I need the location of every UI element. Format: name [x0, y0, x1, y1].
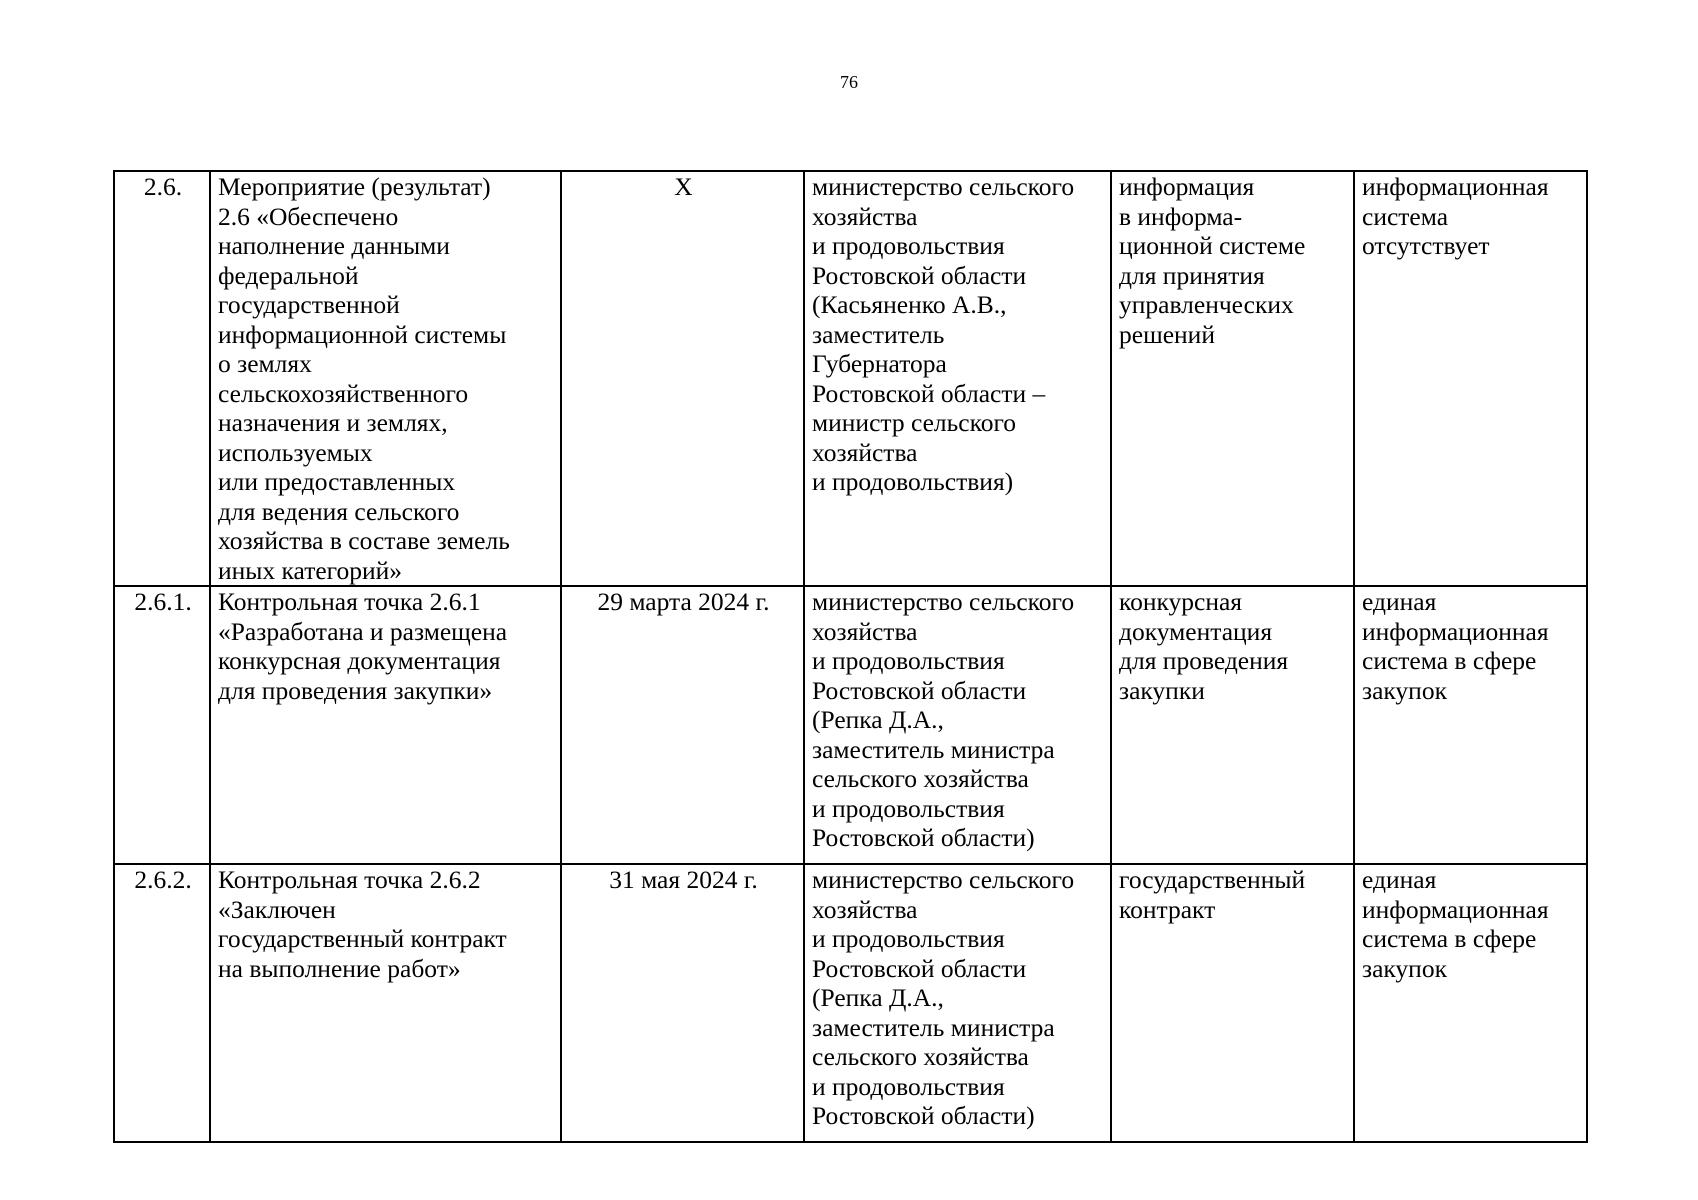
responsible-cell: министерство сельского хозяйства и продовольствия Ростовской области (Репка Д.А., заместитель министра сельского хозяйства и продовольствия Ростовской области)	[804, 586, 1111, 864]
item-name-cell: Контрольная точка 2.6.2 «Заключен государственный контракт на выполнение работ»	[210, 864, 561, 1142]
document-cell: информация в информа- ционной системе для принятия управленческих решений	[1111, 171, 1354, 586]
page-number: 76	[840, 72, 858, 92]
document-cell: конкурсная документация для проведения закупки	[1111, 586, 1354, 864]
table-row	[114, 864, 1587, 1142]
row-number-cell: 2.6.2.	[114, 864, 210, 1142]
responsible-cell: министерство сельского хозяйства и продовольствия Ростовской области (Касьяненко А.В., заместитель Губернатора Ростовской области – министр сельского хозяйства и продовольствия)	[804, 171, 1111, 586]
info-system-cell: единая информационная система в сфере закупок	[1354, 864, 1587, 1142]
deadline-cell: 29 марта 2024 г.	[561, 586, 804, 864]
item-name-cell: Мероприятие (результат) 2.6 «Обеспечено наполнение данными федеральной государственной информационной системы о землях сельскохозяйственного назначения и землях, используемых или предоставленных для ведения сельского хозяйства в составе земель иных категорий»	[210, 171, 561, 586]
table-row	[114, 171, 1587, 586]
table-row	[114, 586, 1587, 864]
deadline-cell: 31 мая 2024 г.	[561, 864, 804, 1142]
info-system-cell: информационная система отсутствует	[1354, 171, 1587, 586]
document-cell: государственный контракт	[1111, 864, 1354, 1142]
row-number-cell: 2.6.1.	[114, 586, 210, 864]
deadline-cell: Х	[561, 171, 804, 586]
responsible-cell: министерство сельского хозяйства и продовольствия Ростовской области (Репка Д.А., заместитель министра сельского хозяйства и продовольствия Ростовской области)	[804, 864, 1111, 1142]
row-number-cell: 2.6.	[114, 171, 210, 586]
info-system-cell: единая информационная система в сфере закупок	[1354, 586, 1587, 864]
item-name-cell: Контрольная точка 2.6.1 «Разработана и размещена конкурсная документация для проведения закупки»	[210, 586, 561, 864]
plan-table	[113, 170, 1588, 1143]
